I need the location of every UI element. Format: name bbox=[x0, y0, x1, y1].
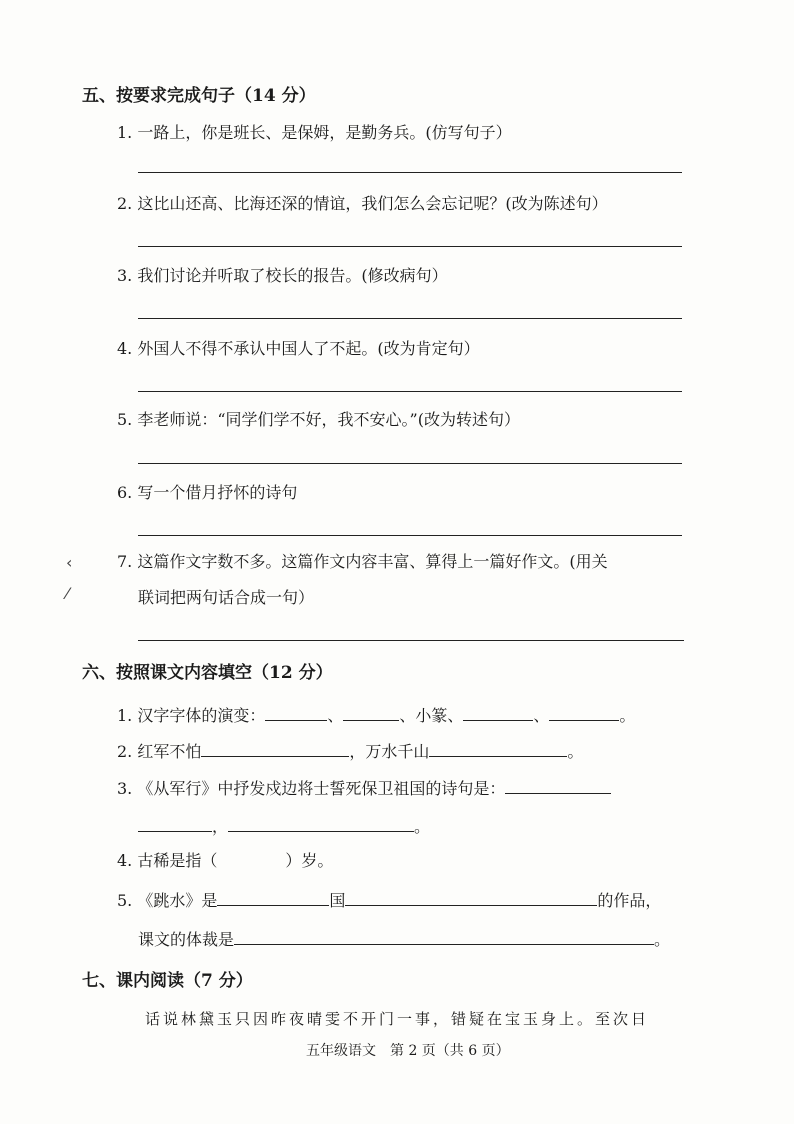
punct: 。 bbox=[414, 817, 431, 836]
blank-6-2-b[interactable] bbox=[429, 742, 567, 757]
section-7-title: 七、课内阅读（7 分） bbox=[82, 971, 253, 991]
answer-line-5-2[interactable] bbox=[138, 246, 682, 247]
question-6-5-text-c: 的作品， bbox=[597, 891, 662, 910]
section-6-title: 六、按照课文内容填空（12 分） bbox=[82, 663, 333, 683]
question-5-7-line2: 联词把两句话合成一句） bbox=[138, 588, 315, 607]
punct: 。 bbox=[654, 930, 671, 949]
punct: 。 bbox=[619, 706, 636, 725]
question-6-1 bbox=[117, 706, 635, 724]
blank-6-1-d[interactable] bbox=[549, 706, 619, 721]
blank-6-1-c[interactable] bbox=[463, 706, 533, 721]
blank-6-3-c[interactable] bbox=[228, 817, 414, 832]
question-6-2-text: 2. 红军不怕 bbox=[117, 742, 202, 761]
question-6-3-line2 bbox=[138, 817, 430, 835]
question-6-4 bbox=[117, 853, 333, 869]
question-5-1: 1. 一路上，你是班长、是保姆，是勤务兵。(仿写句子） bbox=[117, 123, 512, 142]
punct: 、小篆、 bbox=[399, 706, 464, 725]
question-5-7-line1: 7. 这篇作文字数不多。这篇作文内容丰富、算得上一篇好作文。(用关 bbox=[117, 552, 608, 571]
punct: 。 bbox=[567, 742, 584, 761]
question-6-1-text: 1. 汉字字体的演变： bbox=[117, 706, 266, 725]
blank-6-1-a[interactable] bbox=[265, 706, 327, 721]
blank-6-3-b[interactable] bbox=[138, 817, 212, 832]
question-6-2 bbox=[117, 742, 583, 760]
question-5-4: 4. 外国人不得不承认中国人了不起。(改为肯定句） bbox=[117, 339, 480, 358]
section-5-title: 五、按要求完成句子（14 分） bbox=[82, 86, 316, 106]
page-footer: 五年级语文 第 2 页（共 6 页） bbox=[306, 1043, 510, 1059]
answer-line-5-5[interactable] bbox=[138, 463, 682, 464]
question-5-2: 2. 这比山还高、比海还深的情谊，我们怎么会忘记呢？(改为陈述句） bbox=[117, 194, 608, 213]
blank-6-5-c[interactable] bbox=[234, 930, 654, 945]
stray-mark: ⁄ bbox=[66, 584, 69, 603]
punct: 、 bbox=[327, 706, 344, 725]
blank-6-5-a[interactable] bbox=[217, 891, 329, 906]
blank-6-1-b[interactable] bbox=[343, 706, 399, 721]
question-6-5-text-d: 课文的体裁是 bbox=[138, 930, 235, 949]
question-6-3-text: 3. 《从军行》中抒发戍边将士誓死保卫祖国的诗句是： bbox=[117, 779, 506, 798]
question-6-5-text: 5. 《跳水》是 bbox=[117, 891, 218, 910]
question-6-4-text-b: ）岁。 bbox=[285, 851, 334, 870]
blank-6-5-b[interactable] bbox=[345, 891, 597, 906]
stray-mark: ‹ bbox=[66, 553, 73, 572]
answer-line-5-3[interactable] bbox=[138, 318, 682, 319]
question-6-3 bbox=[117, 779, 611, 797]
answer-line-5-4[interactable] bbox=[138, 391, 682, 392]
answer-line-5-1[interactable] bbox=[138, 172, 682, 173]
question-6-5-line2 bbox=[138, 930, 670, 948]
punct: 、 bbox=[533, 706, 550, 725]
question-5-5: 5. 李老师说：“同学们学不好，我不安心。”(改为转述句） bbox=[117, 410, 520, 429]
reading-passage-text: 话说林黛玉只因昨夜晴雯不开门一事，错疑在宝玉身上。至次日 bbox=[145, 1010, 650, 1028]
question-6-5-text-b: 国 bbox=[329, 891, 346, 910]
question-5-3: 3. 我们讨论并听取了校长的报告。(修改病句） bbox=[117, 266, 448, 285]
blank-6-3-a[interactable] bbox=[505, 779, 611, 794]
punct: ， bbox=[212, 817, 229, 836]
answer-line-5-6[interactable] bbox=[138, 535, 682, 536]
question-5-6: 6. 写一个借月抒怀的诗句 bbox=[117, 483, 298, 502]
question-6-2-text-b: ，万水千山 bbox=[349, 742, 430, 761]
blank-6-2-a[interactable] bbox=[201, 742, 349, 757]
question-6-5 bbox=[117, 891, 661, 909]
answer-line-5-7[interactable] bbox=[138, 640, 684, 641]
question-6-4-text: 4. 古稀是指（ bbox=[117, 851, 218, 870]
